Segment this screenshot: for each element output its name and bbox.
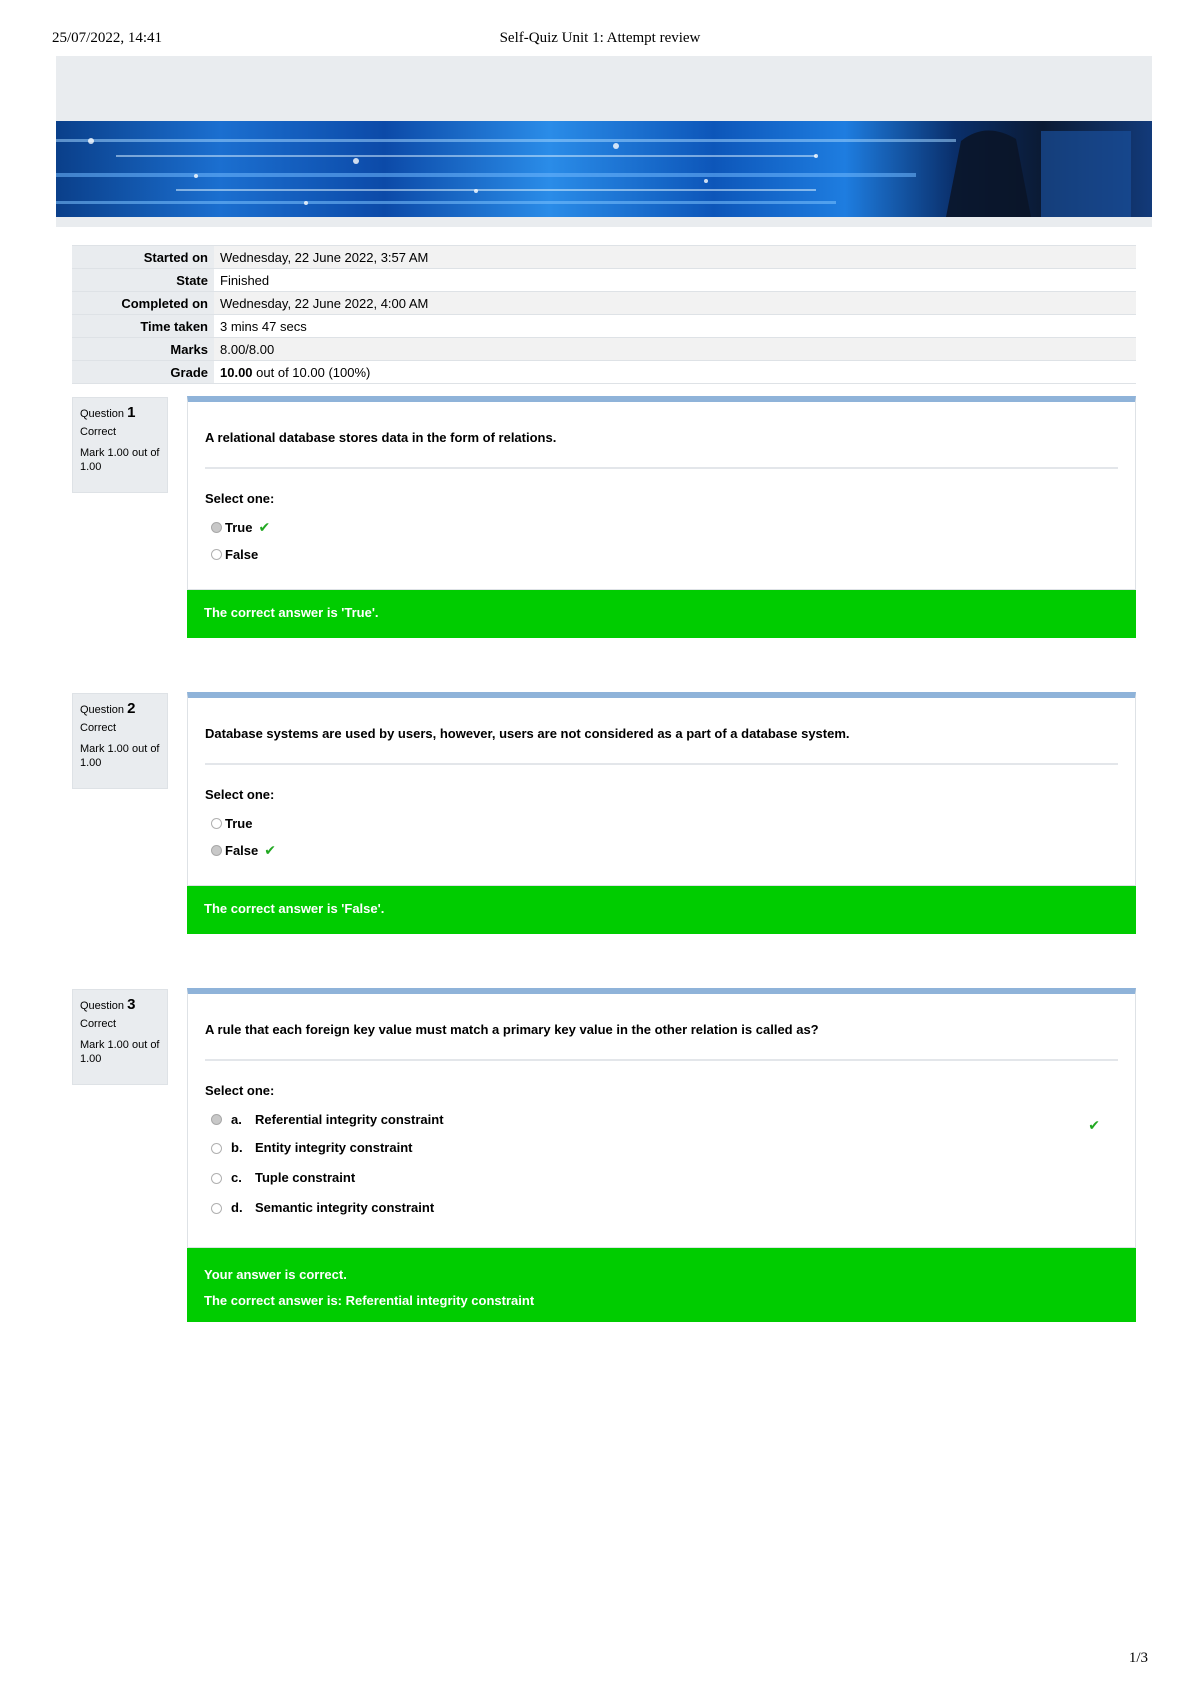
question-info-1	[72, 397, 168, 493]
question-mark: Mark 1.00 out of 1.00	[80, 743, 160, 769]
divider	[205, 467, 1118, 469]
radio-icon[interactable]	[211, 845, 222, 856]
radio-icon[interactable]	[211, 1114, 222, 1125]
radio-icon[interactable]	[211, 1173, 222, 1184]
question-body	[187, 396, 1136, 590]
question-body	[187, 988, 1136, 1248]
radio-icon[interactable]	[211, 818, 222, 829]
feedback-text: Your answer is correct.	[204, 1267, 347, 1282]
top-navbar	[56, 56, 1152, 121]
summary-label: Marks	[72, 338, 214, 361]
select-prompt: Select one:	[205, 491, 275, 506]
option-letter: d.	[231, 1200, 243, 1215]
summary-value	[214, 361, 1136, 384]
question-number-value: 2	[127, 700, 136, 717]
checkmark-icon: ✔	[264, 842, 276, 858]
option-label: True	[225, 816, 253, 831]
summary-value: Wednesday, 22 June 2022, 3:57 AM	[214, 246, 1136, 269]
select-prompt: Select one:	[205, 1083, 275, 1098]
feedback-box	[187, 886, 1136, 934]
answer-option[interactable]	[205, 810, 1118, 837]
feedback-text: The correct answer is 'True'.	[204, 605, 379, 620]
feedback-text: The correct answer is 'False'.	[204, 901, 385, 916]
print-title: Self-Quiz Unit 1: Attempt review	[499, 30, 701, 46]
summary-label: Grade	[72, 361, 214, 384]
page-number: 1/3	[1128, 1650, 1148, 1666]
answer-option[interactable]	[205, 1193, 1118, 1223]
summary-row	[72, 246, 1136, 269]
summary-row	[72, 315, 1136, 338]
feedback-box	[187, 1248, 1136, 1322]
option-label: Entity integrity constraint	[255, 1140, 413, 1155]
question-info-3	[72, 989, 168, 1085]
answer-option[interactable]	[205, 514, 1118, 541]
question-content-3	[187, 988, 1136, 1322]
summary-label: State	[72, 269, 214, 292]
question-info-2	[72, 693, 168, 789]
option-letter: c.	[231, 1170, 242, 1185]
question-number-value: 1	[127, 404, 136, 421]
question-label: Question	[80, 1000, 125, 1012]
answer-option[interactable]	[205, 541, 1118, 568]
question-number	[80, 406, 160, 421]
answer-option[interactable]	[205, 1106, 1118, 1133]
summary-value: Finished	[214, 269, 1136, 292]
radio-icon[interactable]	[211, 1143, 222, 1154]
divider	[205, 763, 1118, 765]
question-text: A rule that each foreign key value must match a primary key value in the other relation is called as?	[205, 1022, 819, 1037]
question-number	[80, 998, 160, 1013]
question-label: Question	[80, 704, 125, 716]
question-mark: Mark 1.00 out of 1.00	[80, 1039, 160, 1065]
summary-value: 3 mins 47 secs	[214, 315, 1136, 338]
question-content-2	[187, 692, 1136, 934]
summary-row	[72, 292, 1136, 315]
print-date: 25/07/2022, 14:41	[52, 30, 163, 46]
checkmark-icon: ✔	[258, 519, 271, 535]
option-label: Referential integrity constraint	[255, 1112, 444, 1127]
grade-rest: out of 10.00 (100%)	[252, 364, 371, 380]
question-number	[80, 702, 160, 717]
summary-label: Time taken	[72, 315, 214, 338]
grade-score: 10.00	[220, 364, 253, 380]
option-letter: b.	[231, 1140, 243, 1155]
summary-value: 8.00/8.00	[214, 338, 1136, 361]
answer-option[interactable]	[205, 837, 1118, 864]
feedback-box	[187, 590, 1136, 638]
question-number-value: 3	[127, 996, 136, 1013]
question-text: A relational database stores data in the form of relations.	[205, 430, 557, 445]
summary-row	[72, 269, 1136, 292]
attempt-summary-table	[72, 245, 1136, 384]
question-text: Database systems are used by users, however, users are not considered as a part of a database system.	[205, 726, 850, 741]
question-state: Correct	[80, 722, 117, 734]
radio-icon[interactable]	[211, 1203, 222, 1214]
question-content-1	[187, 396, 1136, 638]
option-label: True	[225, 520, 253, 535]
checkmark-icon: ✔	[1088, 1117, 1100, 1133]
question-label: Question	[80, 408, 125, 420]
option-letter: a.	[231, 1112, 242, 1127]
question-mark: Mark 1.00 out of 1.00	[80, 447, 160, 473]
print-header	[52, 30, 1148, 50]
option-label: False	[225, 843, 259, 858]
radio-icon[interactable]	[211, 549, 222, 560]
radio-icon[interactable]	[211, 522, 222, 533]
summary-value: Wednesday, 22 June 2022, 4:00 AM	[214, 292, 1136, 315]
option-label: False	[225, 547, 259, 562]
feedback-text: The correct answer is: Referential integrity constraint	[204, 1293, 535, 1308]
question-state: Correct	[80, 1018, 117, 1030]
divider	[205, 1059, 1118, 1061]
option-label: Semantic integrity constraint	[255, 1200, 435, 1215]
select-prompt: Select one:	[205, 787, 275, 802]
summary-row	[72, 361, 1136, 384]
option-label: Tuple constraint	[255, 1170, 356, 1185]
question-state: Correct	[80, 426, 117, 438]
question-body	[187, 692, 1136, 886]
summary-label: Completed on	[72, 292, 214, 315]
summary-label: Started on	[72, 246, 214, 269]
header-banner-image	[56, 121, 1152, 217]
banner-footer-strip	[56, 217, 1152, 227]
answer-option[interactable]	[205, 1163, 1118, 1193]
summary-row	[72, 338, 1136, 361]
answer-option[interactable]	[205, 1133, 1118, 1163]
